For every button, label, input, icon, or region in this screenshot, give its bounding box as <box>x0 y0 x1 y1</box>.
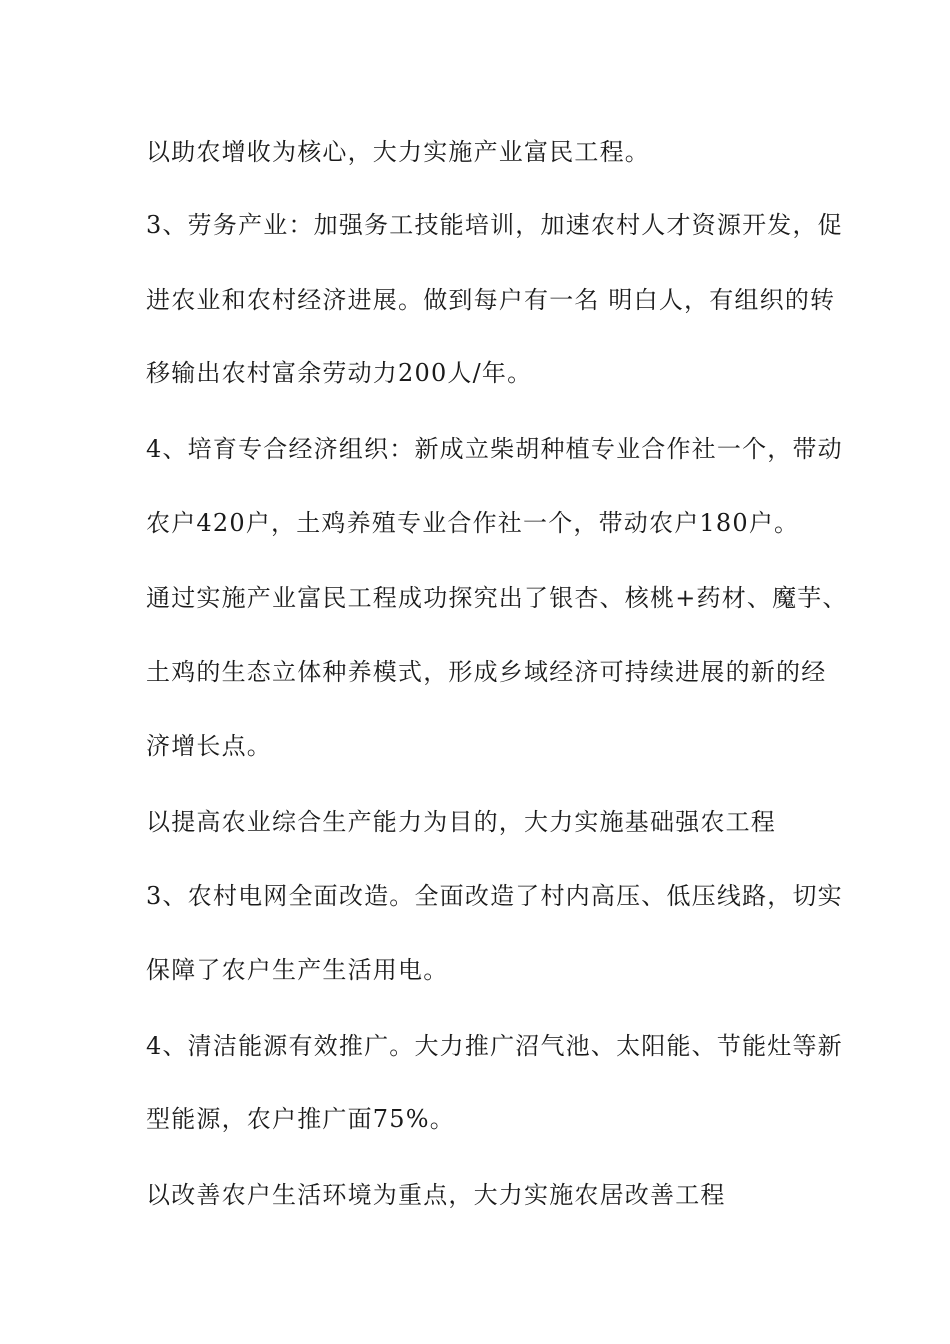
text-line: 型能源，农户推广面75%。 <box>146 1105 455 1133</box>
text-line: 3、农村电网全面改造。全面改造了村内高压、低压线路，切实 <box>146 882 843 910</box>
text-line: 以改善农户生活环境为重点，大力实施农居改善工程 <box>146 1181 726 1209</box>
text-line: 4、清洁能源有效推广。大力推广沼气池、太阳能、节能灶等新 <box>146 1032 843 1060</box>
text-line: 移输出农村富余劳动力200人/年。 <box>146 359 533 387</box>
text-line: 以提高农业综合生产能力为目的，大力实施基础强农工程 <box>146 808 776 836</box>
text-line: 农户420户，土鸡养殖专业合作社一个，带动农户180户。 <box>146 509 800 537</box>
text-line: 通过实施产业富民工程成功探究出了银杏、核桃+药材、魔芋、 <box>146 584 848 612</box>
text-line: 4、培育专合经济组织：新成立柴胡种植专业合作社一个，带动 <box>146 435 843 463</box>
text-line: 以助农增收为核心，大力实施产业富民工程。 <box>146 138 650 166</box>
text-line: 进农业和农村经济进展。做到每户有一名 明白人，有组织的转 <box>146 286 836 314</box>
text-line: 保障了农户生产生活用电。 <box>146 956 449 984</box>
text-line: 3、劳务产业：加强务工技能培训，加速农村人才资源开发，促 <box>146 211 843 239</box>
text-line: 土鸡的生态立体种养模式，形成乡域经济可持续进展的新的经 <box>146 658 827 686</box>
text-line: 济增长点。 <box>146 732 272 760</box>
